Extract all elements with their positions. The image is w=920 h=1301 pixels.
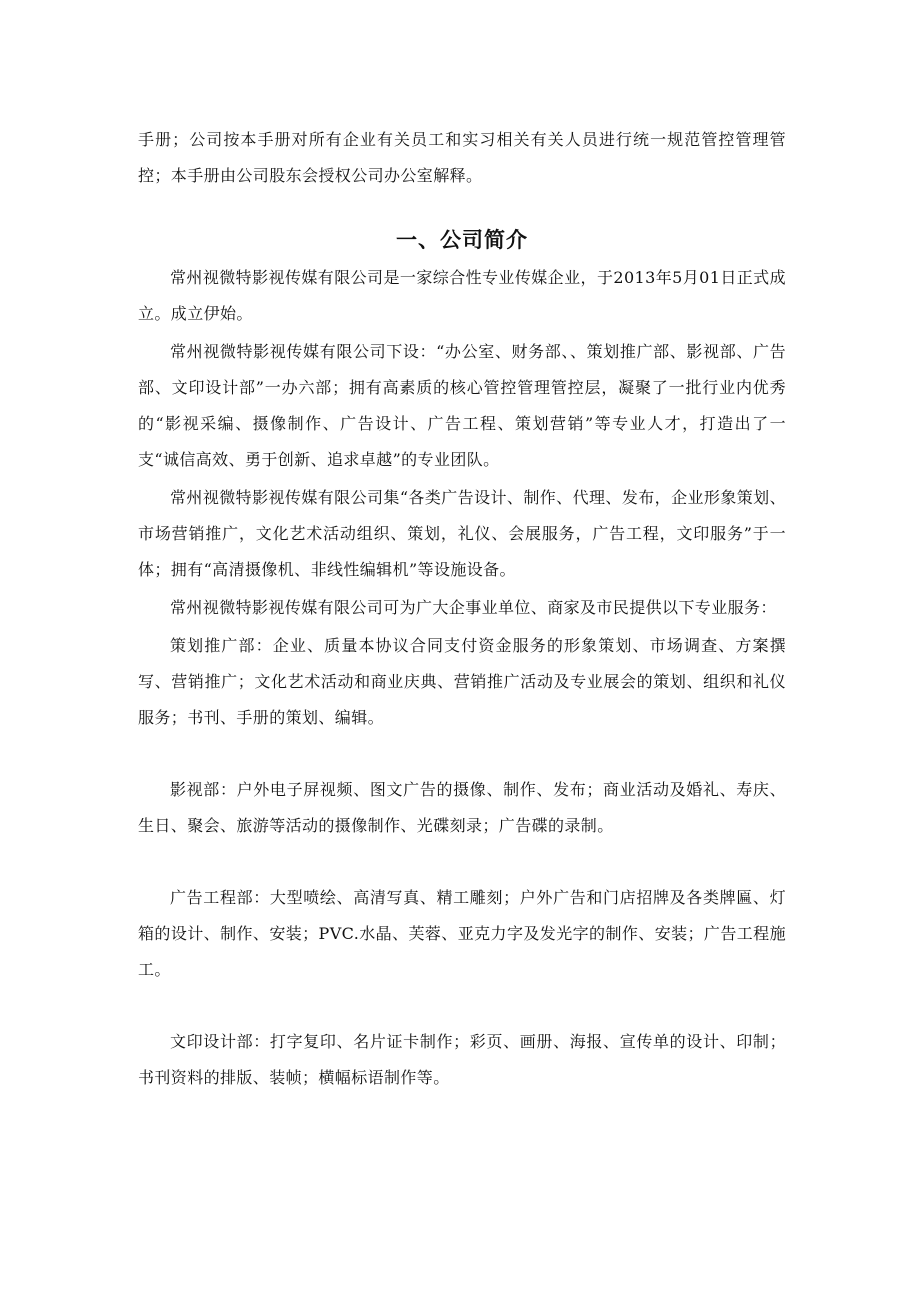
paragraph-departments: 常州视微特影视传媒有限公司下设：“办公室、财务部、、策划推广部、影视部、广告部、文印设计部”一办六部；拥有高素质的核心管控管理管控层，凝聚了一批行业内优秀的“影视采编、摄像制作、广告设计、广告工程、策划营销”等专业人才，打造出了一支“诚信高效、勇于创新、追求卓越”的专业团队。: [138, 342, 786, 469]
paragraph-video-dept: 影视部：户外电子屏视频、图文广告的摄像、制作、发布；商业活动及婚礼、寿庆、生日、聚会、旅游等活动的摄像制作、光碟刻录；广告碟的录制。: [138, 780, 786, 835]
paragraph-company-intro: 常州视微特影视传媒有限公司是一家综合性专业传媒企业，于2013年5月01日正式成立。成立伊始。: [138, 268, 786, 323]
section-heading: 一、公司简介: [396, 228, 528, 252]
paragraph-print-design-dept: 文印设计部：打字复印、名片证卡制作；彩页、画册、海报、宣传单的设计、印制；书刊资料的排版、装帧；横幅标语制作等。: [138, 1032, 786, 1087]
paragraph-business-scope: 常州视微特影视传媒有限公司集“各类广告设计、制作、代理、发布，企业形象策划、市场营销推广，文化艺术活动组织、策划，礼仪、会展服务，广告工程，文印服务”于一体；拥有“高清摄像机、非线性编辑机”等设施设备。: [138, 488, 786, 579]
intro-paragraph: 手册；公司按本手册对所有企业有关员工和实习相关有关人员进行统一规范管控管理管控；本手册由公司股东会授权公司办公室解释。: [138, 130, 786, 185]
document-body: [138, 122, 786, 1096]
paragraph-planning-dept: 策划推广部：企业、质量本协议合同支付资金服务的形象策划、市场调查、方案撰写、营销推广；文化艺术活动和商业庆典、营销推广活动及专业展会的策划、组织和礼仪服务；书刊、手册的策划、编辑。: [138, 636, 786, 727]
paragraph-ad-engineering-dept: 广告工程部：大型喷绘、高清写真、精工雕刻；户外广告和门店招牌及各类牌匾、灯箱的设计、制作、安装；PVC.水晶、芙蓉、亚克力字及发光字的制作、安装；广告工程施工。: [138, 888, 786, 979]
paragraph-services-intro: 常州视微特影视传媒有限公司可为广大企事业单位、商家及市民提供以下专业服务：: [170, 598, 777, 617]
